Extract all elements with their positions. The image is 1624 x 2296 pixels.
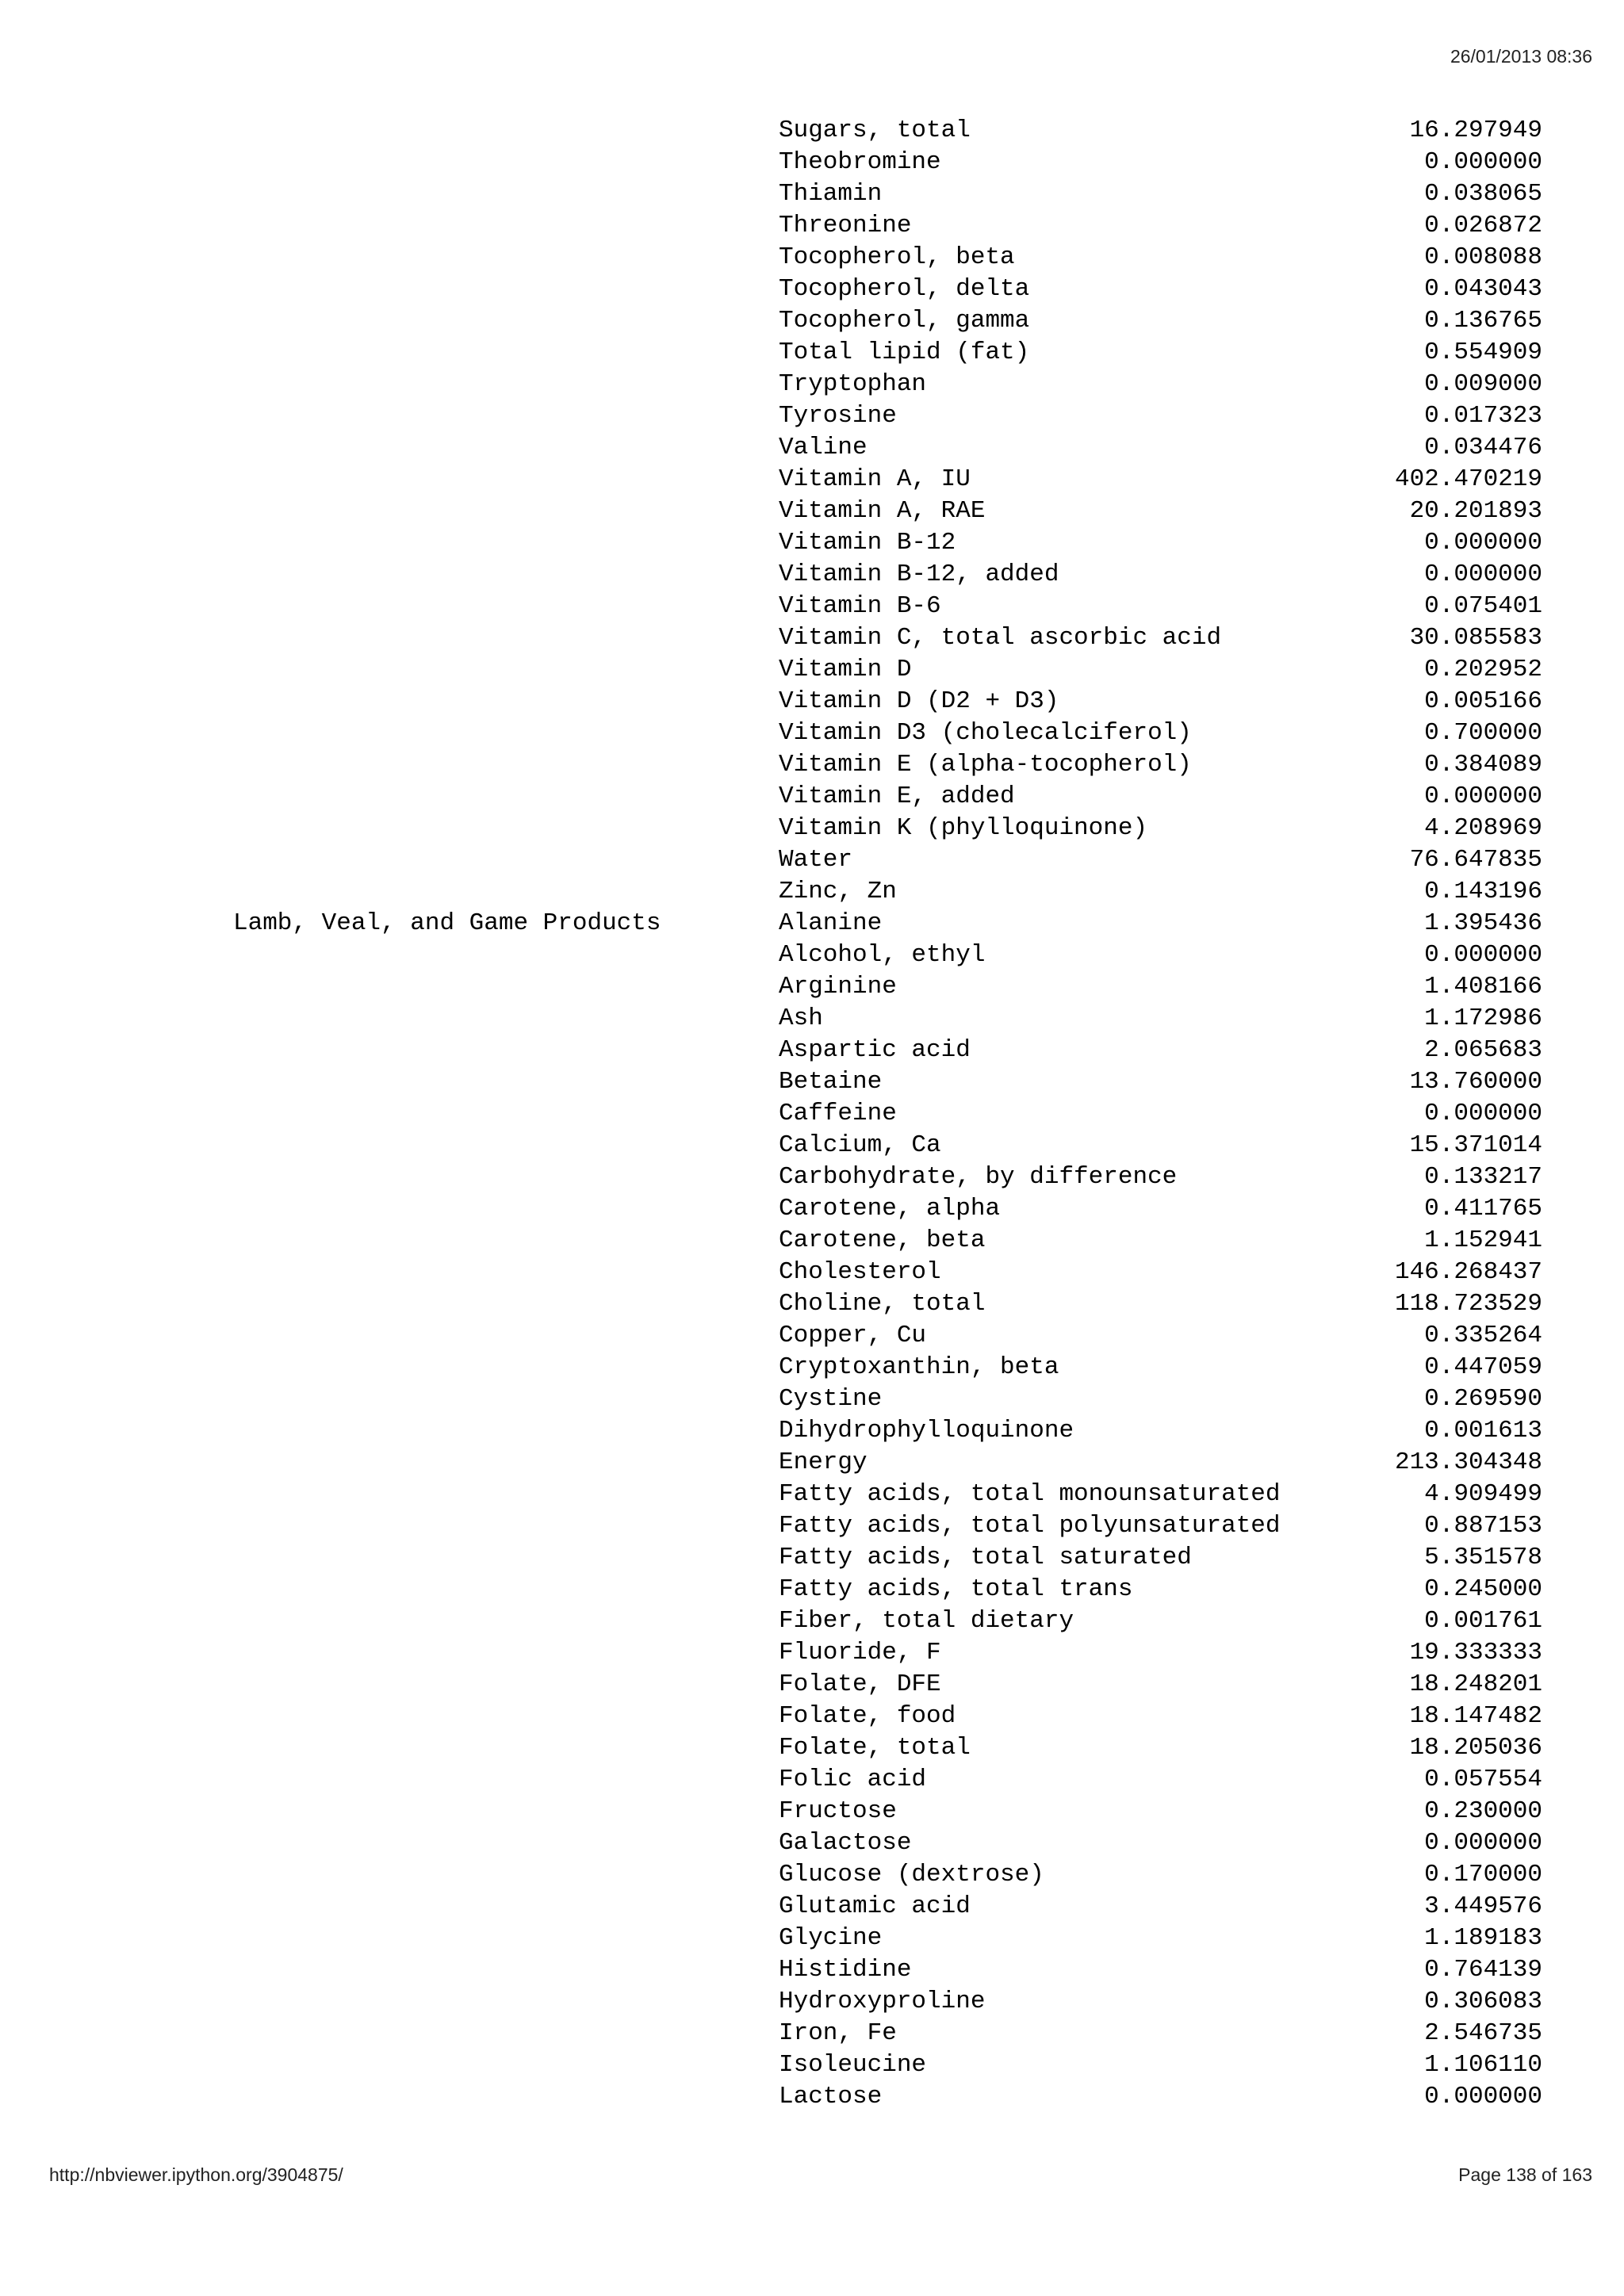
table-row [0,1161,1624,1193]
nutrient-value: 0.700000 [1424,719,1542,747]
table-row [0,1954,1624,1986]
nutrient-value: 30.085583 [1409,624,1542,652]
nutrient-name: Tryptophan [779,370,927,398]
nutrient-value: 18.205036 [1409,1734,1542,1762]
table-row [0,1320,1624,1352]
nutrient-name: Vitamin B-12 [779,529,956,557]
nutrient-value: 0.000000 [1424,941,1542,969]
table-row [0,178,1624,210]
nutrient-value: 118.723529 [1394,1290,1542,1318]
nutrient-value: 0.230000 [1424,1797,1542,1825]
nutrient-name: Vitamin A, IU [779,465,971,493]
print-footer-page-number: Page 138 of 163 [1458,2164,1592,2185]
nutrient-name: Fatty acids, total monounsaturated [779,1480,1281,1508]
nutrient-value: 0.384089 [1424,751,1542,779]
nutrient-value: 0.009000 [1424,370,1542,398]
nutrient-value: 1.395436 [1424,909,1542,937]
table-row [0,1891,1624,1923]
nutrient-value: 0.017323 [1424,402,1542,430]
nutrient-name: Carotene, alpha [779,1195,1001,1223]
table-row [0,559,1624,591]
table-row [0,1193,1624,1225]
nutrient-value: 0.038065 [1424,180,1542,208]
table-row [0,939,1624,971]
nutrient-value: 0.000000 [1424,783,1542,810]
nutrient-name: Vitamin B-12, added [779,561,1059,588]
nutrient-name: Copper, Cu [779,1322,927,1349]
nutrient-name: Betaine [779,1068,883,1096]
table-row [0,1574,1624,1605]
nutrient-name: Valine [779,434,868,461]
table-row [0,1447,1624,1479]
nutrient-value: 1.106110 [1424,2051,1542,2079]
nutrient-name: Carotene, beta [779,1226,986,1254]
table-row [0,654,1624,686]
nutrient-name: Energy [779,1448,868,1476]
nutrient-name: Arginine [779,973,897,1001]
table-row [0,1066,1624,1098]
table-row [0,844,1624,876]
nutrient-value: 0.001613 [1424,1417,1542,1445]
nutrient-value: 1.189183 [1424,1924,1542,1952]
nutrient-value: 0.000000 [1424,1829,1542,1857]
nutrient-value: 0.335264 [1424,1322,1542,1349]
nutrient-value: 0.075401 [1424,592,1542,620]
nutrient-name: Total lipid (fat) [779,339,1030,366]
nutrient-value: 76.647835 [1409,846,1542,874]
nutrient-value: 0.057554 [1424,1766,1542,1793]
table-row [0,527,1624,559]
nutrient-value: 2.065683 [1424,1036,1542,1064]
table-row [0,274,1624,305]
nutrient-name: Vitamin D [779,656,912,683]
table-row [0,210,1624,242]
table-row [0,464,1624,496]
nutrient-name: Caffeine [779,1100,897,1127]
nutrient-name: Vitamin D3 (cholecalciferol) [779,719,1192,747]
table-row [0,1510,1624,1542]
nutrient-value: 4.208969 [1424,814,1542,842]
nutrient-name: Dihydrophylloquinone [779,1417,1074,1445]
table-row [0,1796,1624,1827]
nutrient-name: Hydroxyproline [779,1988,986,2015]
nutrient-name: Zinc, Zn [779,878,897,905]
nutrient-name: Lactose [779,2083,883,2110]
nutrient-name: Fluoride, F [779,1639,941,1667]
table-row [0,305,1624,337]
nutrient-name: Cholesterol [779,1258,941,1286]
nutrient-name: Folic acid [779,1766,927,1793]
nutrient-value: 0.133217 [1424,1163,1542,1191]
table-row [0,1003,1624,1035]
nutrient-value: 0.447059 [1424,1353,1542,1381]
nutrient-name: Vitamin C, total ascorbic acid [779,624,1222,652]
nutrient-value: 0.000000 [1424,2083,1542,2110]
nutrient-name: Tocopherol, gamma [779,307,1030,335]
nutrient-name: Folate, DFE [779,1670,941,1698]
nutrient-value: 5.351578 [1424,1544,1542,1571]
nutrient-name: Alanine [779,909,883,937]
table-row [0,337,1624,369]
table-row [0,1479,1624,1510]
nutrient-value: 0.143196 [1424,878,1542,905]
nutrient-name: Galactose [779,1829,912,1857]
nutrient-value: 0.411765 [1424,1195,1542,1223]
nutrient-name: Vitamin B-6 [779,592,941,620]
nutrient-name: Tyrosine [779,402,897,430]
table-row [0,1764,1624,1796]
nutrient-value: 0.000000 [1424,1100,1542,1127]
table-row [0,1098,1624,1130]
table-row [0,1352,1624,1383]
table-row [0,591,1624,622]
table-row [0,813,1624,844]
nutrient-name: Tocopherol, beta [779,243,1015,271]
nutrient-value: 19.333333 [1409,1639,1542,1667]
table-row [0,1542,1624,1574]
nutrient-name: Cryptoxanthin, beta [779,1353,1059,1381]
table-row [0,1701,1624,1732]
nutrient-value: 18.147482 [1409,1702,1542,1730]
nutrient-name: Folate, total [779,1734,971,1762]
nutrient-value: 0.043043 [1424,275,1542,303]
table-row [0,622,1624,654]
nutrient-value: 0.034476 [1424,434,1542,461]
nutrient-name: Fatty acids, total trans [779,1575,1133,1603]
nutrient-value: 0.170000 [1424,1861,1542,1888]
nutrient-value: 1.408166 [1424,973,1542,1001]
table-row [0,1605,1624,1637]
nutrient-value: 0.269590 [1424,1385,1542,1413]
nutrient-name: Alcohol, ethyl [779,941,986,969]
table-row [0,115,1624,147]
nutrient-value: 3.449576 [1424,1892,1542,1920]
nutrient-value: 0.000000 [1424,561,1542,588]
nutrient-name: Folate, food [779,1702,956,1730]
table-row [0,1827,1624,1859]
nutrient-name: Fructose [779,1797,897,1825]
table-row [0,369,1624,400]
nutrient-name: Sugars, total [779,117,971,144]
nutrient-value: 1.172986 [1424,1004,1542,1032]
nutrient-name: Isoleucine [779,2051,927,2079]
table-row [0,242,1624,274]
table-row [0,876,1624,908]
nutrient-value: 0.026872 [1424,212,1542,239]
nutrient-name: Thiamin [779,180,883,208]
nutrient-value: 15.371014 [1409,1131,1542,1159]
nutrient-value: 0.001761 [1424,1607,1542,1635]
nutrient-name: Choline, total [779,1290,986,1318]
nutrient-value: 0.202952 [1424,656,1542,683]
nutrient-value: 2.546735 [1424,2019,1542,2047]
table-row [0,686,1624,718]
nutrient-name: Carbohydrate, by difference [779,1163,1178,1191]
table-row [0,496,1624,527]
table-row [0,1035,1624,1066]
table-row [0,971,1624,1003]
nutrient-value: 213.304348 [1394,1448,1542,1476]
print-footer-url: http://nbviewer.ipython.org/3904875/ [49,2164,343,2185]
nutrient-value: 0.245000 [1424,1575,1542,1603]
table-row [0,781,1624,813]
nutrient-name: Glutamic acid [779,1892,971,1920]
nutrient-value: 4.909499 [1424,1480,1542,1508]
nutrient-name: Histidine [779,1956,912,1984]
nutrient-name: Fatty acids, total saturated [779,1544,1192,1571]
nutrient-value: 146.268437 [1394,1258,1542,1286]
nutrient-value: 0.005166 [1424,687,1542,715]
table-row [0,2049,1624,2081]
nutrient-name: Glucose (dextrose) [779,1861,1044,1888]
nutrient-value: 0.887153 [1424,1512,1542,1540]
nutrient-name: Water [779,846,853,874]
table-row [0,1669,1624,1701]
nutrient-value: 0.764139 [1424,1956,1542,1984]
table-row [0,1986,1624,2018]
nutrient-value: 0.554909 [1424,339,1542,366]
table-row [0,1130,1624,1161]
table-row [0,1859,1624,1891]
table-row [0,1415,1624,1447]
nutrient-value: 0.000000 [1424,148,1542,176]
table-row [0,1923,1624,1954]
nutrient-name: Vitamin E (alpha-tocopherol) [779,751,1192,779]
nutrient-name: Cystine [779,1385,883,1413]
table-row [0,1225,1624,1257]
nutrient-value: 0.008088 [1424,243,1542,271]
nutrient-name: Glycine [779,1924,883,1952]
nutrient-name: Tocopherol, delta [779,275,1030,303]
table-row [0,749,1624,781]
nutrient-value: 402.470219 [1394,465,1542,493]
table-row [0,1257,1624,1288]
nutrient-name: Threonine [779,212,912,239]
nutrient-value: 20.201893 [1409,497,1542,525]
nutrient-name: Vitamin D (D2 + D3) [779,687,1059,715]
nutrient-value: 18.248201 [1409,1670,1542,1698]
table-row [0,432,1624,464]
nutrient-name: Fiber, total dietary [779,1607,1074,1635]
nutrient-value: 13.760000 [1409,1068,1542,1096]
table-row [0,2018,1624,2049]
nutrient-name: Fatty acids, total polyunsaturated [779,1512,1281,1540]
table-row [0,1637,1624,1669]
nutrient-value: 1.152941 [1424,1226,1542,1254]
nutrient-name: Iron, Fe [779,2019,897,2047]
nutrient-name: Aspartic acid [779,1036,971,1064]
nutrient-name: Theobromine [779,148,941,176]
nutrient-name: Vitamin E, added [779,783,1015,810]
table-row [0,908,1624,939]
nutrient-value: 0.136765 [1424,307,1542,335]
nutrient-name: Vitamin A, RAE [779,497,986,525]
table-row [0,400,1624,432]
table-row [0,2081,1624,2113]
food-group-label: Lamb, Veal, and Game Products [233,909,661,937]
nutrient-value: 0.306083 [1424,1988,1542,2015]
nutrient-value: 16.297949 [1409,117,1542,144]
nutrient-name: Ash [779,1004,823,1032]
table-row [0,718,1624,749]
table-row [0,1732,1624,1764]
nutrient-value: 0.000000 [1424,529,1542,557]
table-row [0,147,1624,178]
table-row [0,1383,1624,1415]
nutrient-name: Vitamin K (phylloquinone) [779,814,1148,842]
table-row [0,1288,1624,1320]
print-timestamp: 26/01/2013 08:36 [1450,46,1592,67]
nutrient-name: Calcium, Ca [779,1131,941,1159]
